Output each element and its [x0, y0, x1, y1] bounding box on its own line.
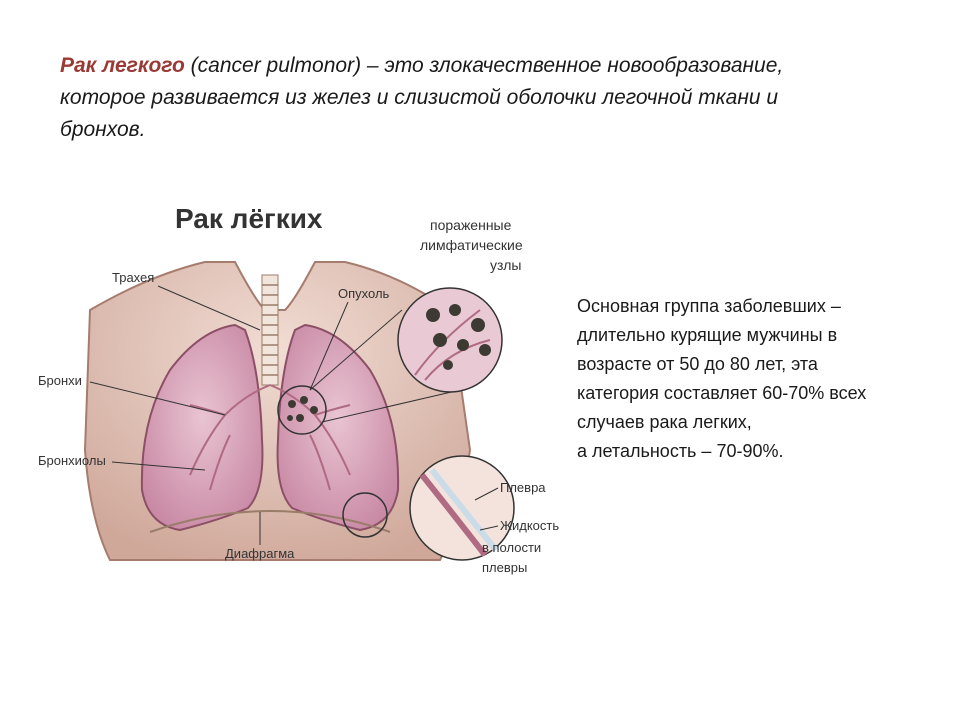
statistics-text	[577, 292, 937, 466]
stats-line-6: а летальность – 70-90%.	[577, 441, 784, 461]
label-fluid-line-3: плевры	[482, 560, 528, 575]
label-pleura: Плевра	[500, 480, 546, 495]
label-trachea: Трахея	[112, 270, 155, 285]
stats-line-3: возрасте от 50 до 80 лет, эта	[577, 354, 818, 374]
stats-line-5: случаев рака легких,	[577, 412, 752, 432]
definition-line-1	[60, 50, 920, 82]
definition-text-1: (cancer pulmonor) – это злокачественное новообразование,	[184, 54, 784, 77]
term-lung-cancer: Рак легкого	[60, 54, 185, 77]
lung-anatomy-drawing	[30, 190, 590, 590]
trachea	[262, 275, 278, 385]
stats-line-2: длительно курящие мужчины в	[577, 325, 838, 345]
label-bronchioles: Бронхиолы	[38, 453, 106, 468]
label-bronchi: Бронхи	[38, 373, 82, 388]
lung-cancer-illustration	[30, 190, 590, 590]
label-lymph-line-3: узлы	[490, 257, 522, 273]
label-fluid-line-2: в полости	[482, 540, 542, 555]
label-diaphragm: Диафрагма	[225, 546, 295, 561]
definition-line-2: которое развивается из желез и слизистой оболочки легочной ткани и	[60, 86, 779, 109]
stats-line-1: Основная группа заболевших –	[577, 296, 841, 316]
label-fluid-line-1: Жидкость	[500, 518, 560, 533]
stats-line-4: категория составляет 60-70% всех	[577, 383, 867, 403]
definition-paragraph	[60, 50, 920, 146]
definition-line-3: бронхов.	[60, 118, 146, 141]
label-lymph-line-2: лимфатические	[420, 237, 523, 253]
label-lymph-line-1: пораженные	[430, 217, 512, 233]
figure-title: Рак лёгких	[175, 203, 323, 234]
label-tumor: Опухоль	[338, 286, 390, 301]
